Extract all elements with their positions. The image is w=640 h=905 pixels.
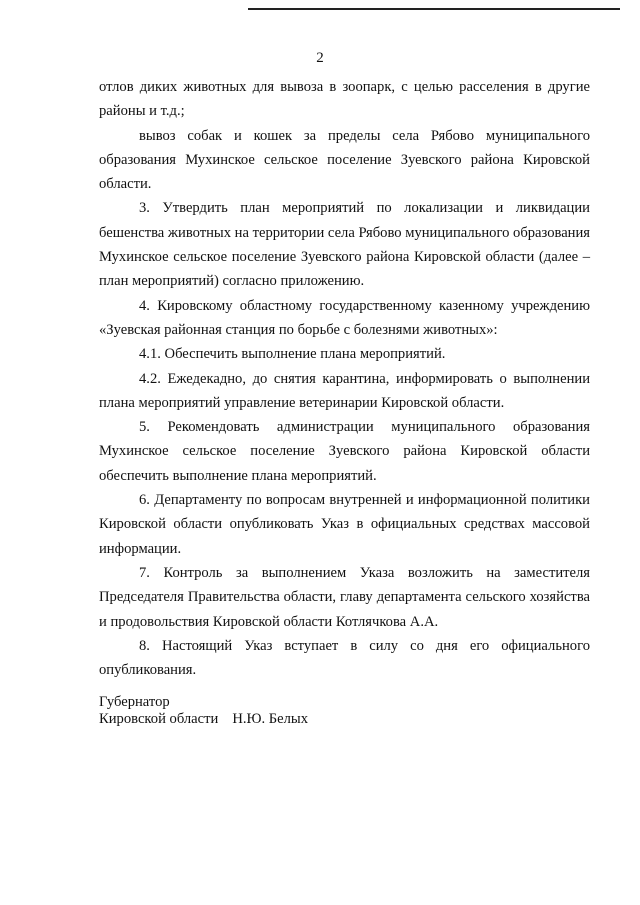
- paragraph-item-4-2: 4.2. Ежедекадно, до снятия карантина, информировать о выполнении плана мероприятий управление ветеринарии Кировской области.: [99, 370, 590, 411]
- paragraph-item-4: 4. Кировскому областному государственному казенному учреждению «Зуевская районная станция по борьбе с болезнями животных»:: [99, 297, 590, 338]
- signature-region: Кировской области: [99, 711, 219, 727]
- signature-region-line: [99, 711, 308, 728]
- signature-title: Губернатор: [99, 694, 170, 710]
- signature-name: Н.Ю. Белых: [232, 711, 309, 727]
- paragraph-continuation: отлов диких животных для вывоза в зоопарк, с целью расселения в другие районы и т.д.;: [99, 79, 590, 120]
- document-body: [99, 75, 590, 682]
- paragraph-pet-removal: вывоз собак и кошек за пределы села Рябово муниципального образования Мухинское сельское поселение Зуевского района Кировской области.: [99, 127, 590, 193]
- paragraph-item-5: 5. Рекомендовать администрации муниципального образования Мухинское сельское поселение Зуевского района Кировской области обеспечить выполнение плана мероприятий.: [99, 419, 590, 484]
- paragraph-item-3: 3. Утвердить план мероприятий по локализации и ликвидации бешенства животных на территории села Рябово муниципального образования Мухинское сельское поселение Зуевского района Кировской области (далее – план мероприятий) согласно приложению.: [99, 200, 590, 290]
- top-rule: [248, 8, 620, 10]
- signature-block: [99, 694, 308, 728]
- page-number: 2: [316, 50, 324, 66]
- paragraph-item-4-1: 4.1. Обеспечить выполнение плана мероприятий.: [139, 346, 446, 363]
- paragraph-item-6: 6. Департаменту по вопросам внутренней и информационной политики Кировской области опубликовать Указ в официальных средствах массовой информации.: [99, 492, 590, 557]
- paragraph-item-7: 7. Контроль за выполнением Указа возложить на заместителя Председателя Правительства области, главу департамента сельского хозяйства и продовольствия Кировской области Котлячкова А.А.: [99, 564, 590, 630]
- paragraph-item-8: 8. Настоящий Указ вступает в силу со дня его официального опубликования.: [99, 637, 590, 679]
